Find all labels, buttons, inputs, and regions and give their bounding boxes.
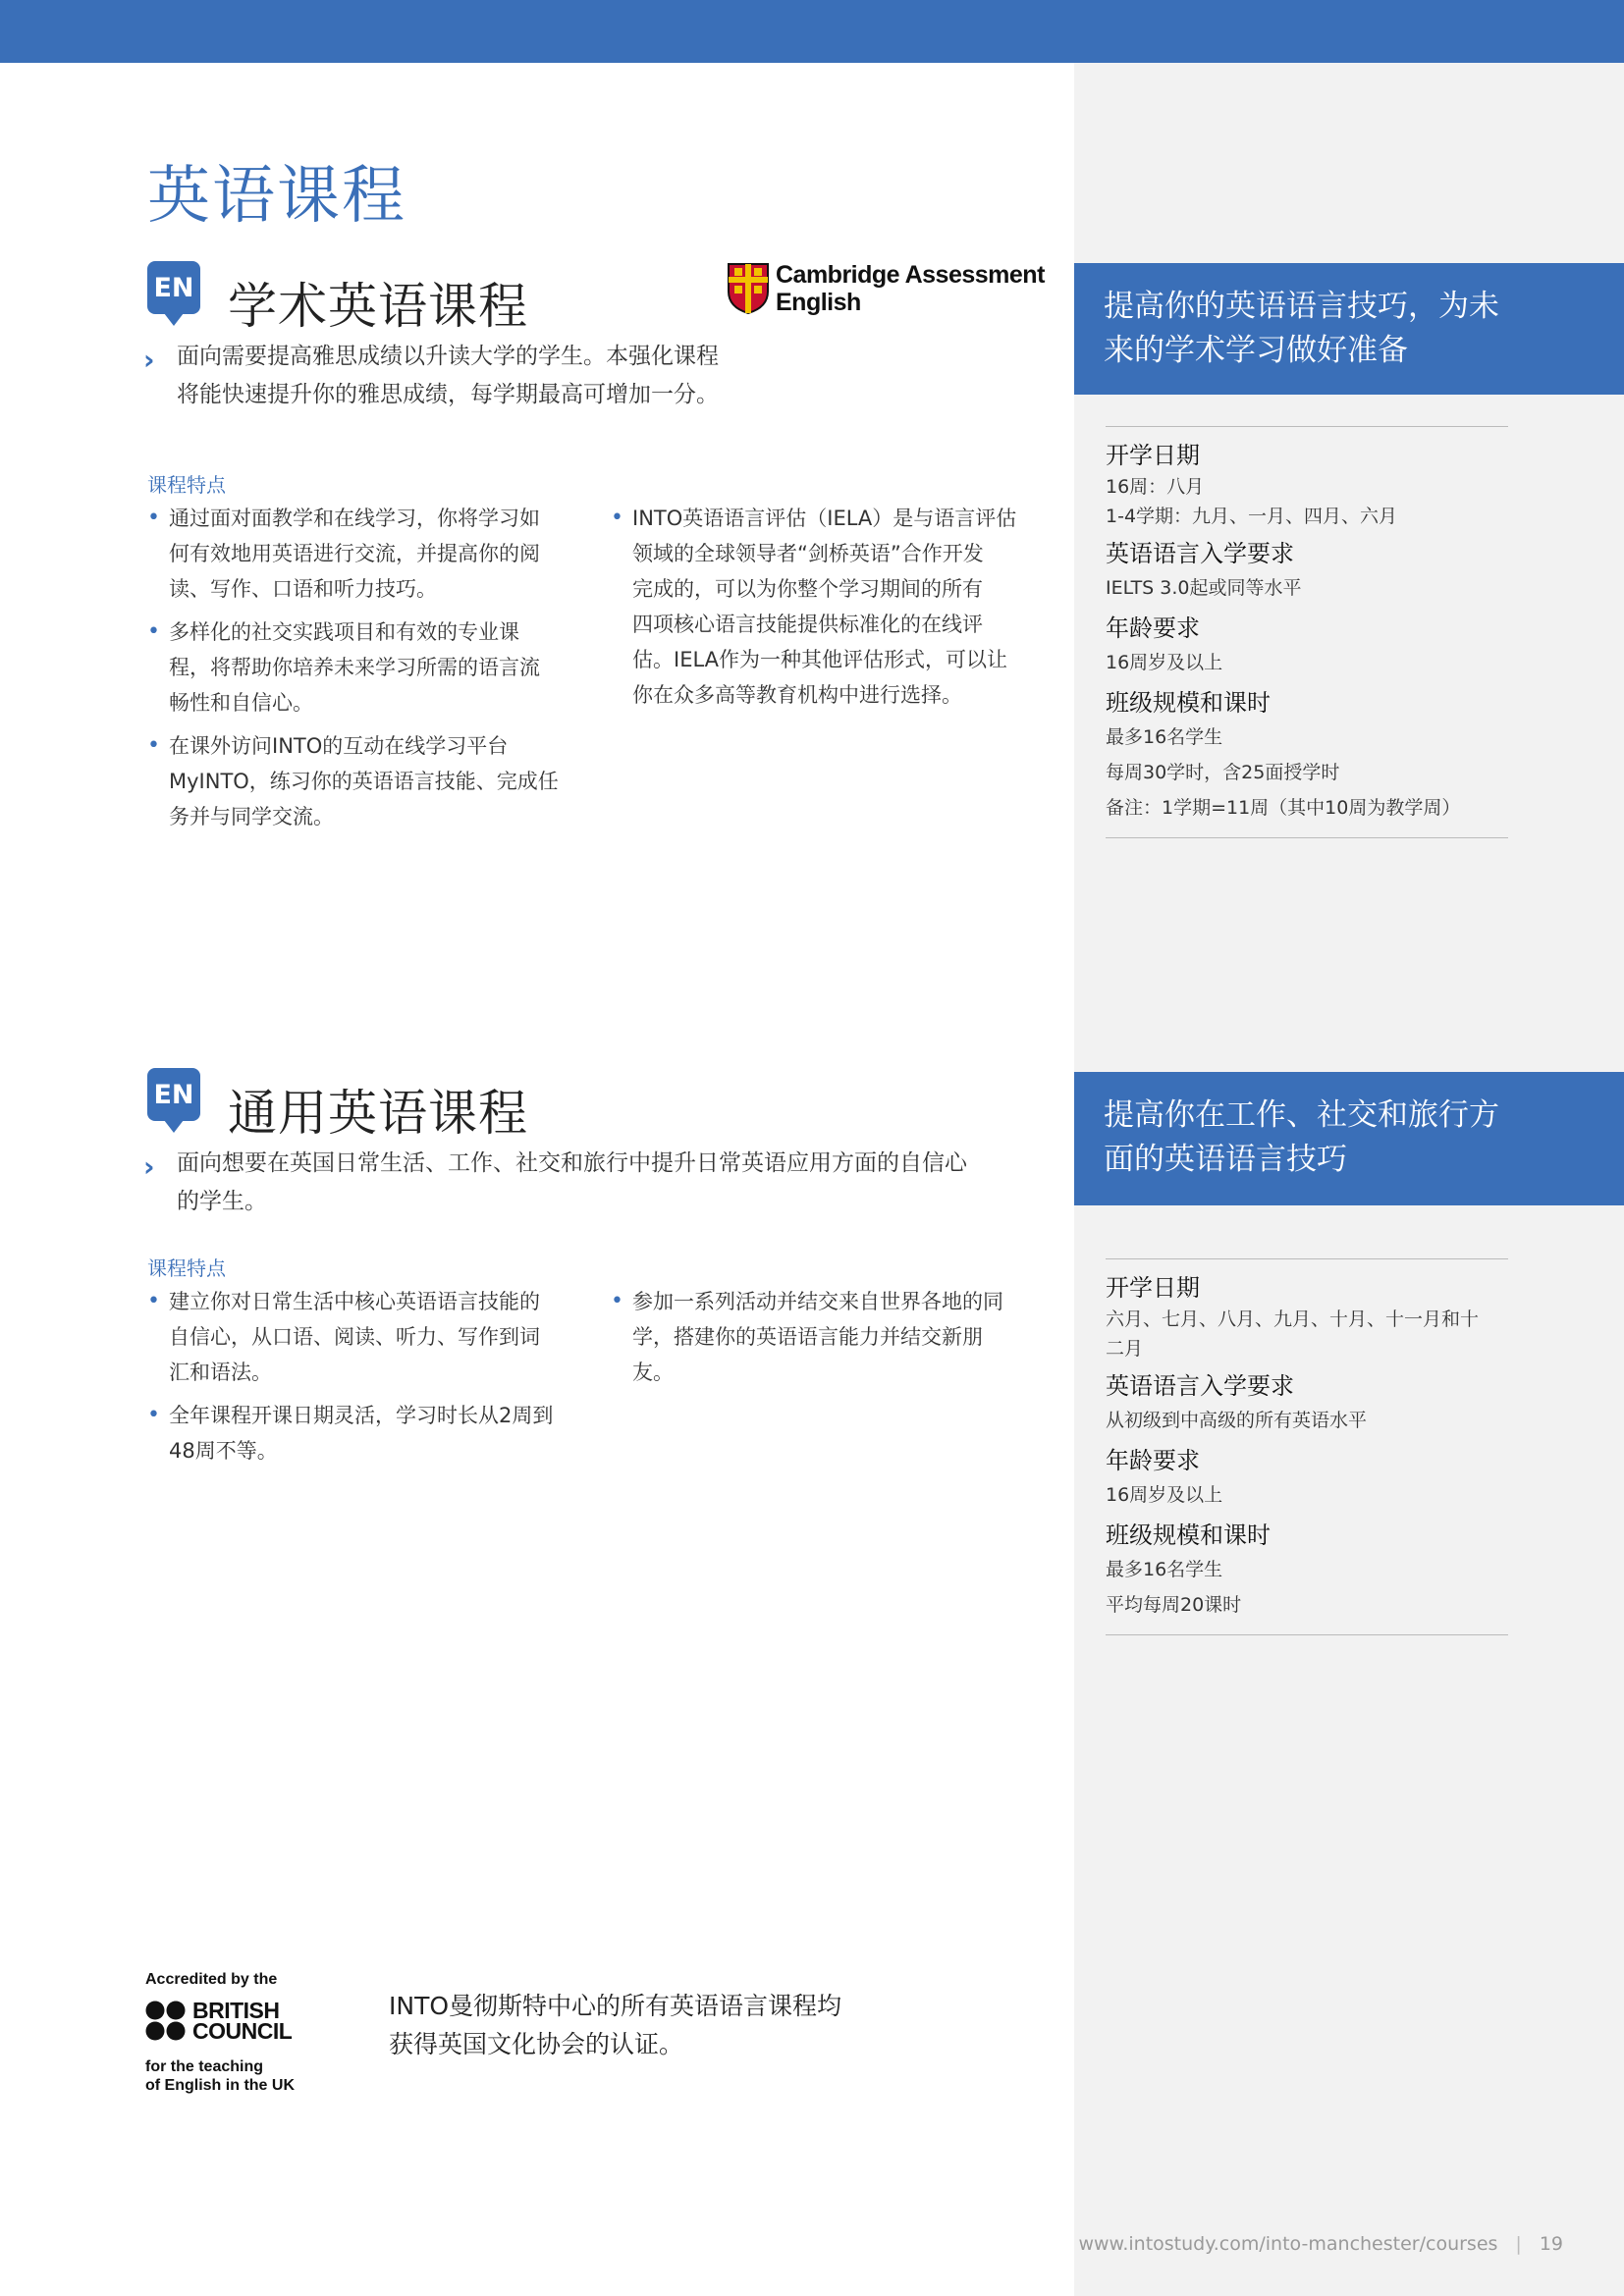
british-council-dots-icon xyxy=(145,2001,187,2042)
info-value: 从初级到中高级的所有英语水平 xyxy=(1106,1410,1368,1431)
info-label: 年龄要求 xyxy=(1106,1447,1200,1474)
info-label: 开学日期 xyxy=(1106,1274,1200,1302)
features-list-left xyxy=(147,1284,589,1476)
info-value: 备注：1学期=11周（其中10周为教学周） xyxy=(1106,797,1461,819)
page-number: 19 xyxy=(1539,2233,1563,2255)
en-badge-icon: EN xyxy=(147,261,200,314)
info-label: 英语语言入学要求 xyxy=(1106,1372,1294,1400)
info-label: 班级规模和课时 xyxy=(1106,689,1271,717)
bc-logo-top: Accredited by the xyxy=(145,1971,278,1988)
intro-line: 将能快速提升你的雅思成绩，每学期最高可增加一分。 xyxy=(177,382,719,407)
list-item: • 建立你对日常生活中核心英语语言技能的 自信心，从口语、阅读、听力、写作到词 汇和语法。 xyxy=(147,1284,589,1390)
chevron-right-icon: › xyxy=(143,344,155,376)
info-label: 年龄要求 xyxy=(1106,614,1200,642)
info-value: 每周30学时，含25面授学时 xyxy=(1106,762,1340,783)
callout-general: 提高你在工作、社交和旅行方 面的英语语言技巧 xyxy=(1074,1072,1624,1205)
cambridge-logo-line2: English xyxy=(776,289,861,316)
section-intro-general xyxy=(177,1145,967,1221)
section-title-academic: 学术英语课程 xyxy=(228,278,528,335)
list-item: • INTO英语语言评估（IELA）是与语言评估 领域的全球领导者“剑桥英语”合作开发 完成的，可以为你整个学习期间的所有 四项核心语言技能提供标准化的在线评 估。IELA作为一种其他评估形式，可以让 你在众多高等教育机构中进行选择。 xyxy=(611,501,1062,713)
features-list-right xyxy=(611,1284,1062,1398)
bc-logo-name-line1: BRITISH xyxy=(192,1998,280,2023)
features-heading: 课程特点 xyxy=(147,1256,226,1280)
section-intro-academic xyxy=(177,338,719,414)
info-value: 六月、七月、八月、九月、十月、十一月和十 xyxy=(1106,1308,1480,1330)
info-value: 二月 xyxy=(1106,1338,1144,1360)
bc-logo-name-line2: COUNCIL xyxy=(192,2018,293,2044)
bc-logo-bottom-line2: of English in the UK xyxy=(145,2077,295,2094)
features-heading: 课程特点 xyxy=(147,473,226,497)
info-value: 16周岁及以上 xyxy=(1106,652,1223,673)
chevron-right-icon: › xyxy=(143,1150,155,1183)
info-value: 16周岁及以上 xyxy=(1106,1484,1223,1506)
page-title: 英语课程 xyxy=(147,160,406,233)
en-badge-icon: EN xyxy=(147,1068,200,1121)
info-value: IELTS 3.0起或同等水平 xyxy=(1106,577,1302,599)
info-label: 开学日期 xyxy=(1106,442,1200,469)
intro-line: 面向需要提高雅思成绩以升读大学的学生。本强化课程 xyxy=(177,344,719,369)
footer-url[interactable]: www.intostudy.com/into-manchester/courses xyxy=(1078,2233,1498,2255)
info-value: 16周：八月 xyxy=(1106,476,1205,498)
cambridge-shield-icon xyxy=(727,262,770,315)
bc-logo-bottom-line1: for the teaching xyxy=(145,2058,264,2075)
info-label: 班级规模和课时 xyxy=(1106,1522,1271,1549)
page-footer xyxy=(1078,2233,1563,2255)
features-list-left xyxy=(147,501,589,842)
features-list-right xyxy=(611,501,1062,721)
cambridge-assessment-english-logo xyxy=(727,259,1046,318)
info-value: 最多16名学生 xyxy=(1106,1559,1223,1580)
top-banner xyxy=(0,0,1624,63)
info-value: 1-4学期：九月、一月、四月、六月 xyxy=(1106,506,1398,527)
info-label: 英语语言入学要求 xyxy=(1106,540,1294,567)
list-item: • 多样化的社交实践项目和有效的专业课 程，将帮助你培养未来学习所需的语言流 畅性和自信心。 xyxy=(147,614,589,721)
accreditation-text: INTO曼彻斯特中心的所有英语语言课程均 获得英国文化协会的认证。 xyxy=(389,1992,842,2058)
intro-line: 的学生。 xyxy=(177,1189,267,1214)
british-council-logo xyxy=(145,1971,312,2095)
callout-academic: 提高你的英语语言技巧，为未 来的学术学习做好准备 xyxy=(1074,263,1624,395)
info-value: 平均每周20课时 xyxy=(1106,1594,1242,1616)
course-info-academic xyxy=(1106,426,1508,838)
list-item: • 通过面对面教学和在线学习，你将学习如 何有效地用英语进行交流，并提高你的阅 读、写作、口语和听力技巧。 xyxy=(147,501,589,607)
list-item: • 全年课程开课日期灵活，学习时长从2周到 48周不等。 xyxy=(147,1398,589,1468)
section-title-general: 通用英语课程 xyxy=(228,1085,528,1142)
info-value: 最多16名学生 xyxy=(1106,726,1223,748)
cambridge-logo-line1: Cambridge Assessment xyxy=(776,261,1045,289)
footer-separator: | xyxy=(1515,2233,1522,2255)
intro-line: 面向想要在英国日常生活、工作、社交和旅行中提升日常英语应用方面的自信心 xyxy=(177,1150,967,1176)
list-item: • 参加一系列活动并结交来自世界各地的同 学，搭建你的英语语言能力并结交新朋 友。 xyxy=(611,1284,1062,1390)
list-item: • 在课外访问INTO的互动在线学习平台 MyINTO，练习你的英语语言技能、完成任 务并与同学交流。 xyxy=(147,728,589,834)
course-info-general xyxy=(1106,1258,1508,1635)
